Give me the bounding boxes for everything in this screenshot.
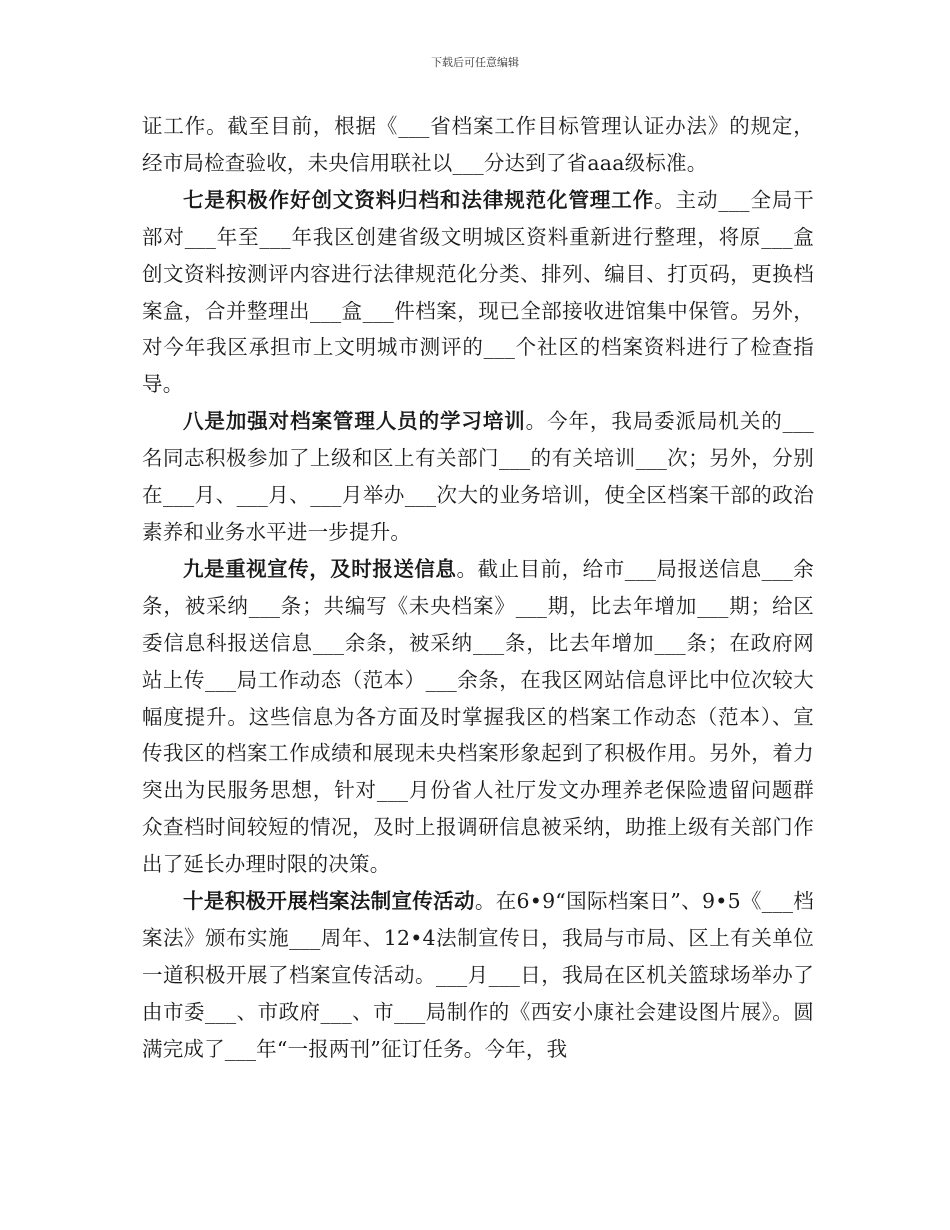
paragraph-heading: 九是重视宣传，及时报送信息 xyxy=(183,556,457,581)
paragraph-item-seven xyxy=(142,182,814,403)
paragraph-text: 。截止目前，给市___局报送信息___余条，被采纳___条；共编写《未央档案》___期，比去年增加___期；给区委信息科报送信息___余条，被采纳___条，比去年增加___条；在政府网站上传___局工作动态（范本）___余条，在我区网站信息评比中位次较大幅度提升。这些信息为各方面及时掌握我区的档案工作动态（范本）、宣传我区的档案工作成绩和展现未央档案形象起到了积极作用。另外，着力突出为民服务思想，针对___月份省人社厅发文办理养老保险遗留问题群众查档时间较短的情况，及时上报调研信息被采纳，助推上级有关部门作出了延长办理时限的决策。 xyxy=(142,556,814,877)
paragraph-item-nine xyxy=(142,551,814,883)
paragraph-heading: 八是加强对档案管理人员的学习培训 xyxy=(183,409,526,434)
paragraph-continuation xyxy=(142,108,814,182)
paragraph-heading: 七是积极作好创文资料归档和法律规范化管理工作 xyxy=(183,187,655,212)
document-body xyxy=(142,108,814,1068)
page-header-note: 下载后可任意编辑 xyxy=(431,56,519,69)
paragraph-item-eight xyxy=(142,403,814,551)
paragraph-text: 。主动___全局干部对___年至___年我区创建省级文明城区资料重新进行整理，将原___盒创文资料按测评内容进行法律规范化分类、排列、编目、打页码，更换档案盒，合并整理出___盒___件档案，现已全部接收进馆集中保管。另外，对今年我区承担市上文明城市测评的___个社区的档案资料进行了检查指导。 xyxy=(142,187,814,397)
paragraph-heading: 十是积极开展档案法制宣传活动 xyxy=(183,889,475,914)
paragraph-text: 。今年，我局委派局机关的___名同志积极参加了上级和区上有关部门___的有关培训___次；另外，分别在___月、___月、___月举办___次大的业务培训，使全区档案干部的政治素养和业务水平进一步提升。 xyxy=(142,409,814,544)
paragraph-item-ten xyxy=(142,883,814,1068)
paragraph-text: 。在6•9“国际档案日”、9•5《___档案法》颁布实施___周年、12•4法制宣传日，我局与市局、区上有关单位一道积极开展了档案宣传活动。___月___日，我局在区机关篮球场举办了由市委___、市政府___、市___局制作的《西安小康社会建设图片展》。圆满完成了___年“一报两刊”征订任务。今年，我 xyxy=(142,889,814,1061)
paragraph-text: 证工作。截至目前，根据《___省档案工作目标管理认证办法》的规定，经市局检查验收，未央信用联社以___分达到了省aaa级标准。 xyxy=(142,114,814,175)
